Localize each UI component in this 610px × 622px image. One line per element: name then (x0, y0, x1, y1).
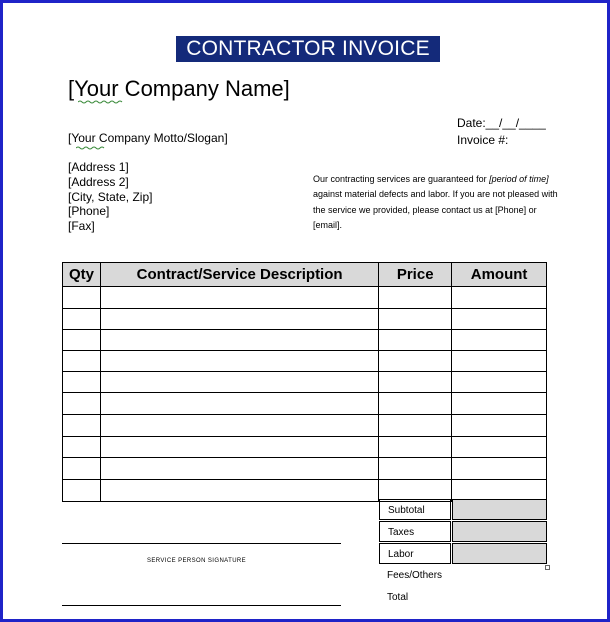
qty-header: Qty (63, 263, 101, 287)
description-cell[interactable] (100, 351, 378, 372)
total-row (379, 587, 547, 608)
price-header: Price (379, 263, 452, 287)
price-cell[interactable] (379, 415, 452, 437)
table-row (63, 287, 547, 309)
qty-cell[interactable] (63, 351, 101, 372)
table-row (63, 351, 547, 372)
qty-cell[interactable] (63, 287, 101, 309)
description-cell[interactable] (100, 287, 378, 309)
subtotal-row (379, 499, 547, 520)
fees-label: Fees/Others (387, 570, 443, 581)
taxes-value[interactable] (452, 521, 547, 542)
guarantee-part: . (339, 219, 343, 230)
labor-value[interactable] (452, 543, 547, 564)
taxes-row (379, 521, 547, 542)
invoice-title: CONTRACTOR INVOICE (176, 36, 440, 62)
description-cell[interactable] (100, 393, 378, 415)
line-items-table (62, 262, 547, 502)
spellcheck-squiggle (76, 146, 106, 150)
period-placeholder[interactable]: [period of time] (489, 174, 549, 184)
amount-cell[interactable] (452, 351, 547, 372)
qty-cell[interactable] (63, 309, 101, 330)
amount-cell[interactable] (452, 393, 547, 415)
amount-header: Amount (452, 263, 547, 287)
price-cell[interactable] (379, 372, 452, 393)
phone-line[interactable]: [Phone] (68, 204, 110, 219)
guarantee-part: or (526, 204, 537, 215)
description-cell[interactable] (100, 330, 378, 351)
price-cell[interactable] (379, 393, 452, 415)
price-cell[interactable] (379, 351, 452, 372)
company-slogan[interactable]: [Your Company Motto/Slogan] (68, 131, 228, 145)
signature-line-bottom[interactable] (62, 605, 341, 606)
price-cell[interactable] (379, 309, 452, 330)
table-row (63, 330, 547, 351)
fax-line[interactable]: [Fax] (68, 219, 95, 234)
labor-label: Labor (379, 543, 451, 564)
signature-line[interactable] (62, 543, 341, 544)
table-row (63, 437, 547, 458)
table-row (63, 415, 547, 437)
guarantee-text (313, 172, 561, 233)
amount-cell[interactable] (452, 415, 547, 437)
description-cell[interactable] (100, 437, 378, 458)
description-cell[interactable] (100, 480, 378, 502)
table-row (63, 458, 547, 480)
spellcheck-squiggle (78, 100, 124, 104)
qty-cell[interactable] (63, 330, 101, 351)
price-cell[interactable] (379, 287, 452, 309)
description-cell[interactable] (100, 458, 378, 480)
total-label: Total (387, 592, 409, 603)
amount-cell[interactable] (452, 309, 547, 330)
price-cell[interactable] (379, 437, 452, 458)
description-cell[interactable] (100, 372, 378, 393)
description-header: Contract/Service Description (100, 263, 378, 287)
fees-row (379, 565, 547, 586)
guarantee-part: against material defects and labor. If you are not pleased with the service we provided, please contact us at (313, 189, 558, 215)
description-cell[interactable] (100, 415, 378, 437)
qty-cell[interactable] (63, 393, 101, 415)
qty-cell[interactable] (63, 372, 101, 393)
amount-cell[interactable] (452, 437, 547, 458)
qty-cell[interactable] (63, 458, 101, 480)
amount-cell[interactable] (452, 458, 547, 480)
subtotal-value[interactable] (452, 499, 547, 520)
price-cell[interactable] (379, 458, 452, 480)
description-cell[interactable] (100, 309, 378, 330)
invoice-number-field[interactable]: Invoice #: (457, 133, 509, 147)
amount-cell[interactable] (452, 330, 547, 351)
qty-cell[interactable] (63, 480, 101, 502)
table-resize-handle[interactable] (545, 565, 550, 570)
line-items-body (63, 287, 547, 502)
guarantee-part: Our contracting services are guaranteed for (313, 174, 490, 184)
email-placeholder[interactable]: [email] (313, 219, 340, 230)
subtotal-label: Subtotal (379, 499, 451, 520)
address-line[interactable]: [City, State, Zip] (68, 189, 153, 204)
phone-placeholder[interactable]: [Phone] (495, 204, 527, 215)
amount-cell[interactable] (452, 372, 547, 393)
table-row (63, 393, 547, 415)
qty-cell[interactable] (63, 437, 101, 458)
company-name[interactable]: [Your Company Name] (68, 76, 290, 101)
qty-cell[interactable] (63, 415, 101, 437)
taxes-label: Taxes (379, 521, 451, 542)
amount-cell[interactable] (452, 287, 547, 309)
address-block (68, 160, 152, 234)
address-line[interactable]: [Address 2] (68, 174, 129, 189)
date-field[interactable]: Date:__/__/____ (457, 116, 546, 130)
price-cell[interactable] (379, 330, 452, 351)
labor-row (379, 543, 547, 564)
signature-label: SERVICE PERSON SIGNATURE (147, 558, 247, 564)
table-row (63, 309, 547, 330)
address-line[interactable]: [Address 1] (68, 160, 129, 174)
table-row (63, 372, 547, 393)
